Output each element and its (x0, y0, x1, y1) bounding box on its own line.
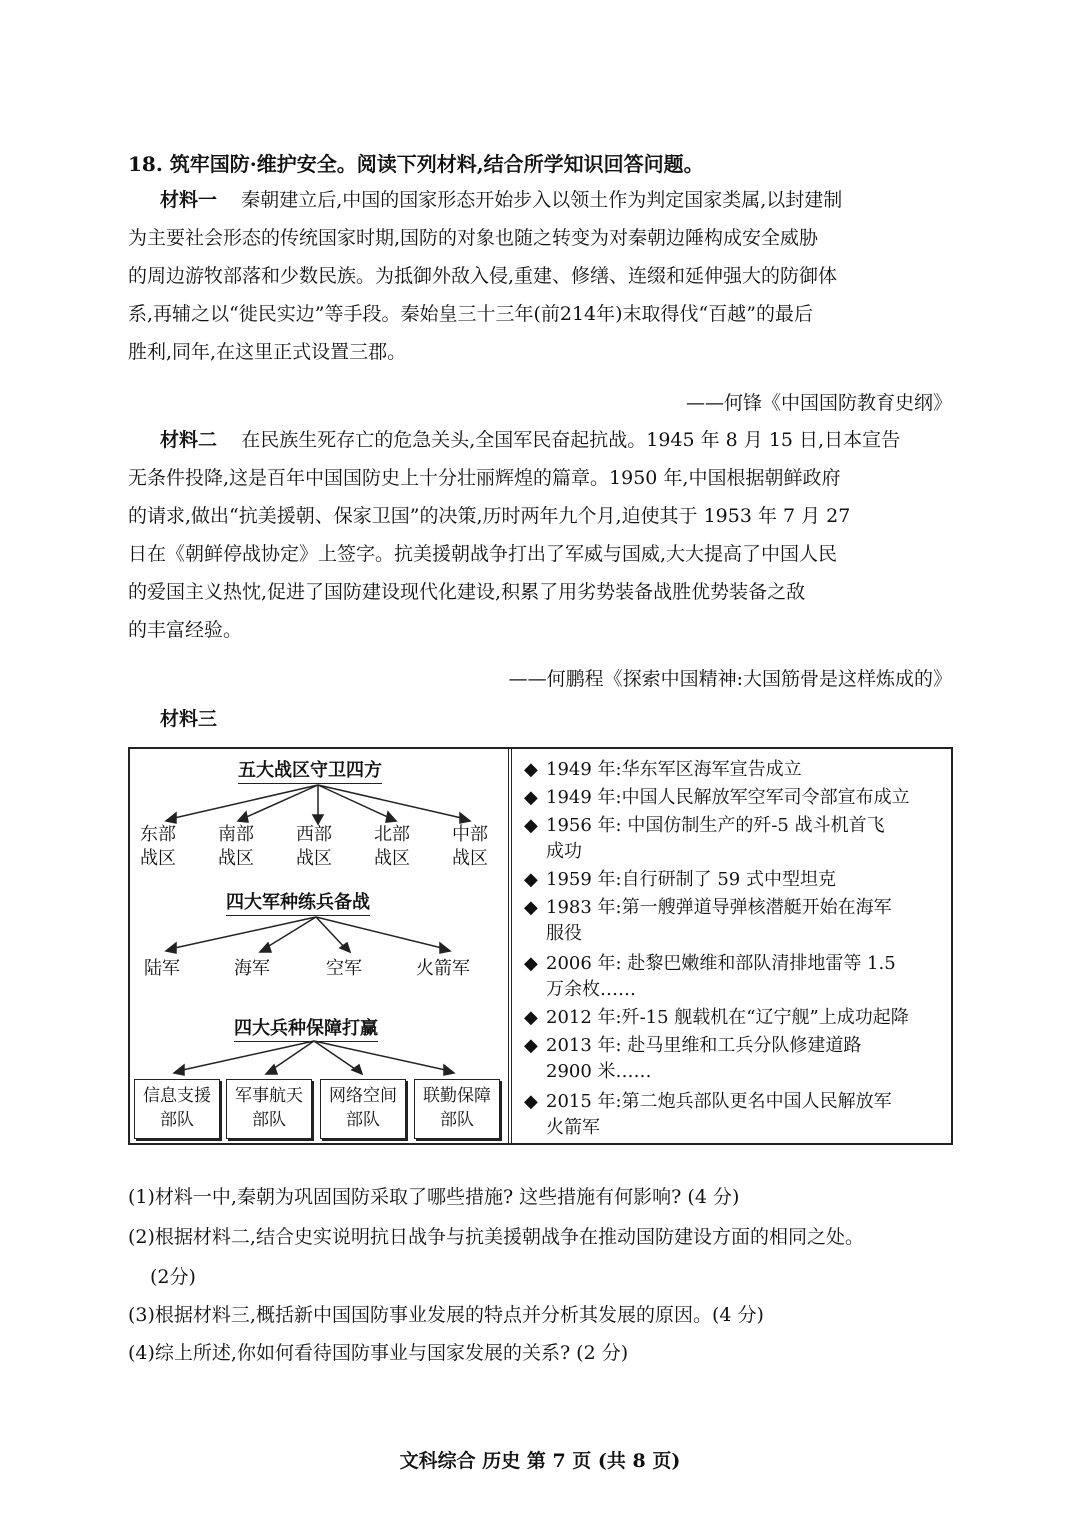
material-1 (128, 186, 960, 376)
material-2-line: 的请求,做出“抗美援朝、保家卫国”的决策,历时两年九个月,迫使其于 1953 年 7 月 27 (128, 505, 851, 527)
service-node: 海军 (234, 958, 270, 979)
arms-title: 四大兵种保障打赢 (234, 1017, 378, 1042)
material-2-line: 的爱国主义热忱,促进了国防建设现代化建设,积累了用劣势装备战胜优势装备之敌 (128, 581, 806, 603)
material-2-line: 的丰富经验。 (128, 619, 243, 641)
sub-question: (4)综上所述,你如何看待国防事业与国家发展的关系? (2 分) (128, 1342, 629, 1364)
page-footer: 文科综合 历史 第 7 页 (共 8 页) (399, 1450, 681, 1472)
timeline-item: ◆ 1956 年: 中国仿制生产的歼-5 战斗机首飞 (524, 813, 954, 839)
material-1-line: 为主要社会形态的传统国家时期,国防的对象也随之转变为对秦朝边陲构成安全威胁 (128, 227, 819, 249)
diamond-icon: ◆ (524, 1035, 538, 1056)
material-2-line: 日在《朝鲜停战协定》上签字。抗美援朝战争打出了军威与国威,大大提高了中国人民 (128, 543, 838, 565)
timeline-item-continued: 服役 (546, 923, 582, 944)
diamond-icon: ◆ (524, 869, 538, 890)
material-2-label: 材料二 (160, 429, 218, 451)
timeline-item: ◆ 2015 年:第二炮兵部队更名中国人民解放军 (524, 1089, 954, 1115)
material-1-text: 秦朝建立后,中国的国家形态开始步入以领土作为判定国家类属,以封建制 (241, 189, 843, 211)
timeline-item: ◆ 2013 年: 赴马里维和工兵分队修建道路 (524, 1033, 954, 1059)
question-title: 18. 筑牢国防·维护安全。阅读下列材料,结合所学知识回答问题。 (128, 152, 704, 176)
diamond-icon: ◆ (524, 759, 538, 780)
material-1-line: 系,再辅之以“徙民实边”等手段。秦始皇三十三年(前214年)末取得伐“百越”的最后 (128, 303, 813, 325)
timeline-item: ◆ 1983 年:第一艘弹道导弹核潜艇开始在海军 (524, 895, 954, 921)
material-3-table (128, 747, 953, 1145)
material-2 (128, 426, 960, 656)
material-2-line (160, 426, 900, 454)
sub-question: (1)材料一中,秦朝为巩固国防采取了哪些措施? 这些措施有何影响? (4 分) (128, 1186, 740, 1208)
theater-node: 西部 战区 (296, 824, 332, 869)
theater-title: 五大战区守卫四方 (238, 759, 382, 784)
sub-question: (2)根据材料二,结合史实说明抗日战争与抗美援朝战争在推动国防建设方面的相同之处。 (128, 1226, 864, 1248)
service-node: 空军 (326, 958, 362, 979)
material-2-text: 在民族生死存亡的危急关头,全国军民奋起抗战。1945 年 8 月 15 日,日本宣告 (241, 429, 901, 451)
theater-node: 南部 战区 (218, 824, 254, 869)
material-1-line: 胜利,同年,在这里正式设置三郡。 (128, 341, 407, 363)
material-1-label: 材料一 (160, 189, 218, 211)
material-2-line: 无条件投降,这是百年中国国防史上十分壮丽辉煌的篇章。1950 年,中国根据朝鲜政府 (128, 467, 841, 489)
timeline-item: ◆ 1959 年:自行研制了 59 式中型坦克 (524, 867, 954, 893)
diamond-icon: ◆ (524, 1091, 538, 1112)
diamond-icon: ◆ (524, 897, 538, 918)
diamond-icon: ◆ (524, 1007, 538, 1028)
arm-unit-box: 军事航天 部队 (226, 1079, 312, 1139)
timeline-item-continued: 火箭军 (546, 1117, 600, 1138)
service-node: 陆军 (144, 958, 180, 979)
diamond-icon: ◆ (524, 953, 538, 974)
timeline-item: ◆ 1949 年:中国人民解放军空军司令部宣布成立 (524, 785, 954, 811)
timeline-item-continued: 万余枚…… (546, 979, 636, 1000)
timeline-item: ◆ 2012 年:歼-15 舰载机在“辽宁舰”上成功起降 (524, 1005, 954, 1031)
timeline (512, 749, 952, 1143)
arm-unit-box: 网络空间 部队 (320, 1079, 406, 1139)
material-1-citation: ——何锋《中国国防教育史纲》 (685, 392, 952, 414)
theater-node: 东部 战区 (140, 824, 176, 869)
timeline-item-continued: 2900 米…… (546, 1061, 652, 1082)
timeline-item: ◆ 2006 年: 赴黎巴嫩维和部队清排地雷等 1.5 (524, 951, 954, 977)
theater-node: 中部 战区 (452, 824, 488, 869)
service-node: 火箭军 (416, 958, 470, 979)
material-3-label: 材料三 (160, 708, 218, 730)
theater-node: 北部 战区 (374, 824, 410, 869)
diamond-icon: ◆ (524, 815, 538, 836)
sub-question: (3)根据材料三,概括新中国国防事业发展的特点并分析其发展的原因。(4 分) (128, 1304, 764, 1326)
material-1-line: 的周边游牧部落和少数民族。为抵御外敌入侵,重建、修缮、连缀和延伸强大的防御体 (128, 265, 838, 287)
diamond-icon: ◆ (524, 787, 538, 808)
material-1-line (160, 186, 842, 214)
arm-unit-box: 联勤保障 部队 (414, 1079, 500, 1139)
material-2-citation: ——何鹏程《探索中国精神:大国筋骨是这样炼成的》 (508, 668, 952, 690)
timeline-item: ◆ 1949 年:华东军区海军宣告成立 (524, 757, 954, 783)
services-title: 四大军种练兵备战 (226, 891, 370, 916)
sub-question-continued: (2分) (150, 1266, 196, 1288)
timeline-item-continued: 成功 (546, 841, 582, 862)
arm-unit-box: 信息支援 部队 (134, 1079, 220, 1139)
